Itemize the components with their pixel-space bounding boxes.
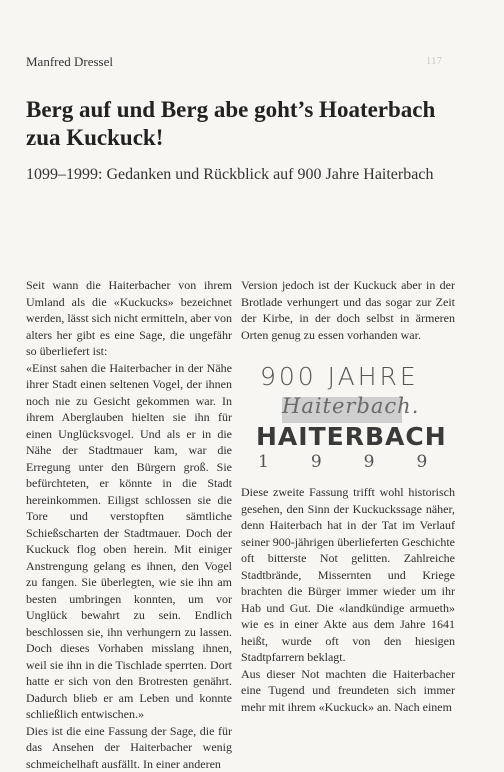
page-number: 117 xyxy=(425,55,442,67)
left-column-text: Seit wann die Haiterbacher von ihrem Umland als die «Kuckucks» bezeichnet werden, lässt sich nicht ermitteln, aber von alters her gibt es eine Sage, die ungefähr so überliefert ist: «Einst sahen die Haiterbacher in der Nähe ihrer Stadt einen seltenen Vogel, der ihnen noch nie zu Gesicht gekommen war. In ihrem Aberglauben hielten sie ihn für einen Unglücksvogel. Und als er in die Nähe der Stadtmauer kam, war die Erregung unter den Bürgern groß. Sie befürchteten, er könnte in die Stadt hereinkommen. Eiligst schlossen sie die Tore und verstopften sämtliche Schießscharten der Stadtmauer. Doch der Kuckuck flog oben herein. Mit einiger Anstrengung gelang es ihnen, den Vogel zu fangen. Sie überlegten, wie sie ihn am besten umbringen konnten, um vor Unglück bewahrt zu sein. Endlich beschlossen sie, ihn verhungern zu lassen. Doch dieses Vorhaben misslang ihnen, weil sie ihn in die Tischlade sperrten. Dort hatte er sich von den Brotresten genährt. Dadurch blieb er am Leben und konnte schließlich entwischen.» Dies ist die eine Fassung der Sage, die für das Ansehen der Haiterbacher wenig schmeichelhaft ausfällt. In einer anderen xyxy=(26,278,232,771)
right-column-top xyxy=(241,277,455,343)
right-column-bottom xyxy=(241,484,455,715)
logo-year: 1999 xyxy=(258,452,470,472)
logo-haiterbach: HAITERBACH xyxy=(256,422,447,451)
article-title: Berg auf und Berg abe goht’s Hoaterbach zua Kuckuck! xyxy=(26,97,436,150)
logo-script-haiterbach: Haiterbach. xyxy=(282,394,420,418)
logo-900-jahre: 900 JAHRE xyxy=(260,362,419,391)
author-name: Manfred Dressel xyxy=(26,54,113,69)
article-subtitle: 1099–1999: Gedanken und Rückblick auf 900 Jahre Haiterbach xyxy=(26,166,434,183)
right-column-top-text: Version jedoch ist der Kuckuck aber in der Brotlade verhungert und das sogar zur Zeit der Kirbe, in der doch selbst in ärmeren Orten genug zu essen vorhanden war. xyxy=(241,278,455,342)
left-column xyxy=(26,277,232,772)
anniversary-logo xyxy=(252,362,470,472)
right-column-bottom-text: Diese zweite Fassung trifft wohl historisch gesehen, den Sinn der Kuckuckssage näher, denn Haiterbach hat in der Tat im Verlauf seiner 900-jährigen überlieferten Geschichte oft bitterste Not gelitten. Zahlreiche Stadtbrände, Missernten und Kriege brachten die Bürger immer wieder um ihr Hab und Gut. Die «landkündige armueth» wie es in einer Akte aus dem Jahre 1641 heißt, wurde oft von den hiesigen Stadtpfarrern beklagt. Aus dieser Not machten die Haiterbacher eine Tugend und freundeten sich immer mehr mit ihrem «Kuckuck» an. Nach einem xyxy=(241,485,455,714)
